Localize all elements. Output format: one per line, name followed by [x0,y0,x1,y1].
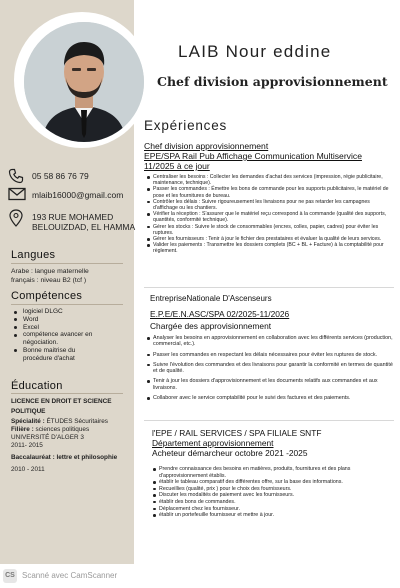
baccalaureate: Baccalauréat : lettre et philosophie [11,454,118,461]
list-item: Gérer les stocks : Suivre le stock de consommables (encres, colles, papier, cadres) pour éviter les ruptures. [144,224,394,236]
list-item: Discuter les modalités de paiement avec les fournisseurs. [150,492,390,499]
job3-department: Département approvisionnement [152,438,274,448]
list-item: Passer les commandes : Émettre les bons de commande pour les supports publicitaires, le matériel de pose et les fournitures de bureau. [144,186,394,198]
speciality [11,418,108,426]
list-item: Passer les commandes en respectant les délais nécessaires pour éviter les ruptures de stock. [144,352,394,358]
profile-photo [24,22,144,142]
job-separator [144,287,394,288]
education-title: Éducation [11,380,63,392]
speciality-value: ÉTUDES Sécuritaires [46,418,108,425]
list-item: Prendre connaissance des besoins en matières, produits, fournitures et des plans d'approvisionnement établis. [150,466,390,479]
languages-title: Langues [11,249,56,261]
skill-item: logiciel DLGC [12,308,105,316]
list-item: Gérer les fournisseurs : Tenir à jour le fichier des prestataires et évaluer la qualité de leurs services. [144,236,394,242]
job1-role: Chef division approvisionnement [144,141,269,151]
field-label: Filière : [11,426,34,433]
field-value: sciences politiques [35,426,90,433]
university: UNIVERSITÉ D'ALGER 3 [11,434,84,441]
list-item: Valider les paiements : Transmettre les dossiers complets (BC + BL + Facture) à la comptabilité pour règlement. [144,242,394,254]
experience-title: Expériences [144,118,228,133]
skill-item: Word [12,316,105,324]
list-item: établir un portefeuille fournisseur et mettre à jour. [150,512,390,519]
list-item: Collaborer avec le service comptabilité pour le suivi des factures et des paiements. [144,395,394,401]
job1-tasks [144,174,394,255]
skills-divider [11,304,123,305]
scanner-watermark [0,568,400,588]
email-address: mlaib16000@gmail.com [32,190,124,200]
list-item: Analyser les besoins en approvisionnement en collaboration avec les différents services (production, commercial, etc.). [144,335,394,348]
job3-tasks [150,466,390,519]
list-item: Contrôler les délais : Suivre rigoureusement les livraisons pour ne pas retarder les campagnes d'affichage ou les chantiers. [144,199,394,211]
job1-company: EPE/SPA Rail Pub Affichage Communication Multiservice [144,151,362,161]
languages-divider [11,263,123,264]
list-item: Tenir à jour les dossiers d'approvisionnement et les documents relatifs aux commandes et aux livraisons. [144,378,394,391]
phone-number: 05 58 86 76 79 [32,171,89,181]
skills-list [12,308,105,363]
phone-icon [8,168,26,184]
language-item: Arabe : langue maternelle [11,268,89,275]
list-item: Vérifier la réception : S'assurer que le matériel reçu correspond à la commande (qualité des supports, quantités, conformité technique). [144,211,394,223]
degree-years: 2011- 2015 [11,442,43,449]
address-line-1: 193 RUE MOHAMED [32,212,114,222]
bac-years: 2010 - 2011 [11,466,45,473]
job3-company: l'EPE / RAIL SERVICES / SPA FILIALE SNTF [152,428,322,438]
job2-reference: E.P.E/E.N.ASC/SPA 02/2025-11/2026 [150,309,290,319]
job-separator [144,420,394,421]
job2-role: Chargée des approvisionnement [150,321,272,331]
list-item: établir le tableau comparatif des différentes offre, sur la base des informations. [150,479,390,486]
job-title: Chef division approvisionnement [157,74,388,89]
skill-item: Excel [12,324,105,332]
skill-item: Bonne maitrise du procédure d'achat [12,347,105,363]
list-item: Centraliser les besoins : Collecter les demandes d'achat des services (impression, régie publicitaire, maintenance, technique). [144,174,394,186]
skills-title: Compétences [11,290,83,302]
scanner-text: Scanné avec CamScanner [22,571,118,580]
job2-tasks [144,335,394,405]
list-item: Déplacement chez les fournisseur. [150,506,390,513]
envelope-icon [8,187,26,203]
degree-line-2: POLITIQUE [11,408,46,415]
camscanner-logo: CS [3,569,17,583]
language-item: français : niveau B2 (tcf ) [11,277,87,284]
degree-line-1: LICENCE EN DROIT ET SCIENCE [11,398,112,405]
job3-role: Acheteur démarcheur octobre 2021 -2025 [152,448,308,458]
job2-company: EntrepriseNationale D'Ascenseurs [150,294,272,303]
candidate-name: LAIB Nour eddine [178,42,332,61]
skill-item: compétence avancer en négociation. [12,331,105,347]
field [11,426,89,434]
education-divider [11,393,123,394]
list-item: Recueillies (qualité, prix ) pour le choix des fournisseurs. [150,486,390,493]
job1-date: 11/2025 à ce jour [144,161,210,171]
list-item: établir des bons de commandes. [150,499,390,506]
address-line-2: BELOUIZDAD, EL HAMMA [32,222,136,232]
speciality-label: Spécialité : [11,418,45,425]
location-pin-icon [8,209,26,225]
list-item: Suivre l'évolution des commandes et des livraisons pour garantir la conformité en termes de quantité et de qualité. [144,362,394,375]
